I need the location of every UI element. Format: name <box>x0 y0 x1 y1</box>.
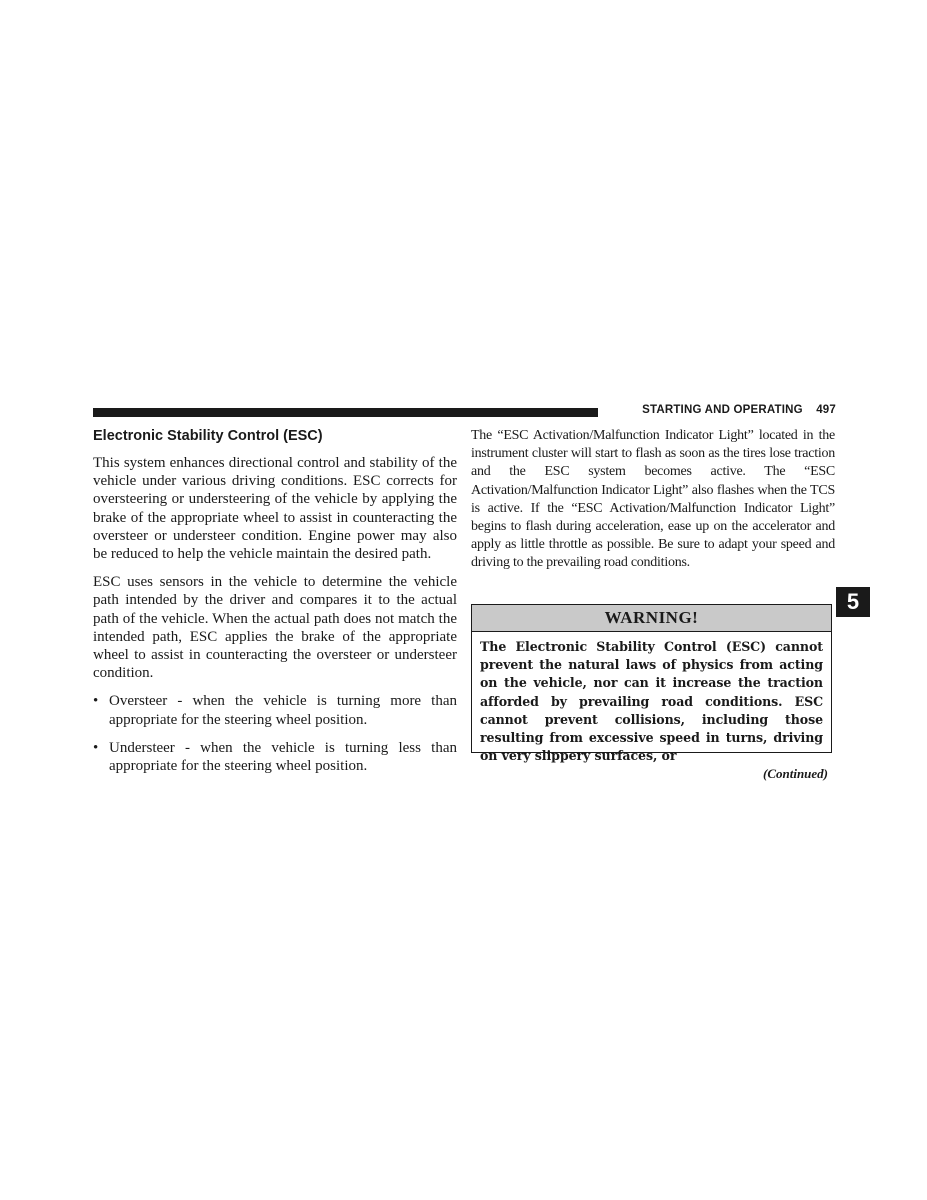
section-heading: Electronic Stability Control (ESC) <box>93 428 323 444</box>
header-rule <box>93 408 598 417</box>
list-item-text: Understeer - when the vehicle is turning less than appropriate for the steering wheel position. <box>109 739 457 775</box>
bullet-icon: • <box>93 693 99 710</box>
continued-label: (Continued) <box>762 766 828 781</box>
chapter-tab: 5 <box>836 587 870 617</box>
warning-title: WARNING! <box>472 605 831 632</box>
paragraph: The “ESC Activation/Malfunction Indicator Light” located in the instrument cluster will start to flash as soon as the tires lose traction and the ESC system becomes active. The “ESC Activation/Malfunction Indicator Light” also flashes when the TCS is active. If the “ESC Activation/Malfunction Indicator Light” begins to flash during acceleration, ease up on the accelerator and apply as little throttle as possible. Be sure to adapt your speed and driving to the prevailing road conditions. <box>471 428 835 571</box>
left-column <box>93 427 457 785</box>
bullet-icon: • <box>93 739 99 756</box>
list-item-text: Oversteer - when the vehicle is turning more than appropriate for the steering wheel position. <box>109 693 457 728</box>
right-column <box>471 427 835 573</box>
bullet-list <box>93 692 457 775</box>
paragraph: ESC uses sensors in the vehicle to determine the vehicle path intended by the driver and compares it to the actual path of the vehicle. When the actual path does not match the intended path, ESC applies the brake of the appropriate wheel to assist in counteracting the oversteer or understeer condition. <box>93 574 457 682</box>
page-number: 497 <box>816 404 836 416</box>
section-title: STARTING AND OPERATING <box>642 404 803 416</box>
paragraph: This system enhances directional control and stability of the vehicle under various driving conditions. ESC corrects for oversteering or understeering of the vehicle by applying the brake of the appropriate wheel to assist in counteracting the oversteer or understeer condition. Engine power may also be reduced to help the vehicle maintain the desired path. <box>93 455 457 563</box>
list-item <box>93 739 457 775</box>
warning-body: The Electronic Stability Control (ESC) cannot prevent the natural laws of physics from acting on the vehicle, nor can it increase the traction afforded by prevailing road conditions. ESC cannot prevent collisions, including those resulting from excessive speed in turns, driving on very slippery surfaces, or <box>480 639 823 764</box>
list-item <box>93 692 457 728</box>
warning-box <box>471 604 832 764</box>
running-header <box>608 404 836 422</box>
